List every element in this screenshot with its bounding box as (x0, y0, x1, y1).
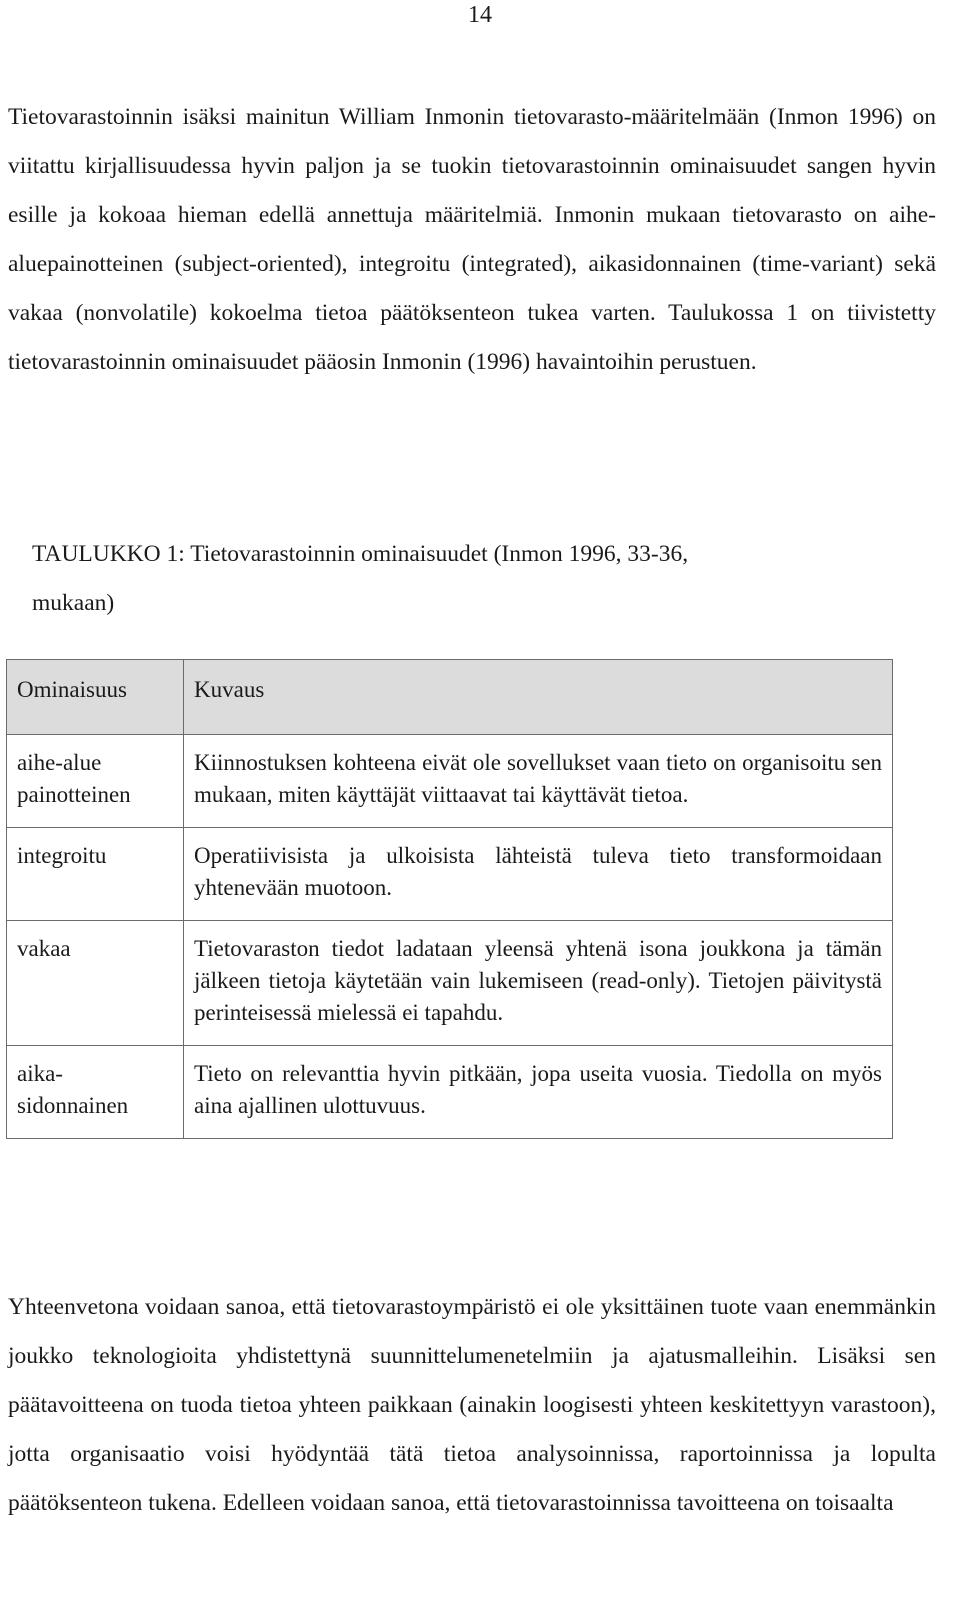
description-cell: Kiinnostuksen kohteena eivät ole sovellukset vaan tieto on organisoitu sen mukaan, miten käyttäjät viittaavat tai käyttävät tietoa. (184, 735, 893, 828)
table-row (7, 735, 893, 828)
page-number: 14 (468, 2, 492, 28)
table-row (7, 828, 893, 921)
description-cell: Tietovaraston tiedot ladataan yleensä yhtenä isona joukkona ja tämän jälkeen tietoja käytetään vain lukemiseen (read-only). Tietojen päivitystä perinteisessä mielessä ei tapahdu. (184, 921, 893, 1046)
property-cell: aihe-alue painotteinen (7, 735, 184, 828)
table-header-row (7, 660, 893, 735)
property-cell: vakaa (7, 921, 184, 1046)
table-row (7, 921, 893, 1046)
description-cell: Tieto on relevanttia hyvin pitkään, jopa useita vuosia. Tiedolla on myös aina ajallinen ulottuvuus. (184, 1046, 893, 1139)
header-description: Kuvaus (184, 660, 893, 735)
properties-table (6, 659, 893, 1139)
intro-paragraph: Tietovarastoinnin isäksi mainitun William Inmonin tietovarasto-määritelmään (Inmon 1996) on viitattu kirjallisuudessa hyvin paljon ja se tuokin tietovarastoinnin ominaisuudet sangen hyvin esille ja kokoaa hieman edellä annettuja määritelmiä. Inmonin mukaan tietovarasto on aihe-aluepainotteinen (subject-oriented), integroitu (integrated), aikasidonnainen (time-variant) sekä vakaa (nonvolatile) kokoelma tietoa päätöksenteon tukea varten. Taulukossa 1 on tiivistetty tietovarastoinnin ominaisuudet pääosin Inmonin (1996) havaintoihin perustuen. (8, 104, 936, 375)
property-cell: integroitu (7, 828, 184, 921)
property-cell: aika- sidonnainen (7, 1046, 184, 1139)
summary-paragraph: Yhteenvetona voidaan sanoa, että tietovarastoympäristö ei ole yksittäinen tuote vaan enemmänkin joukko teknologioita yhdistettynä suunnittelumenetelmiin ja ajatusmalleihin. Lisäksi sen päätavoitteena on tuoda tietoa yhteen paikkaan (ainakin loogisesti yhteen keskitettyyn varastoon), jotta organisaatio voisi hyödyntää tätä tietoa analysoinnissa, raportoinnissa ja lopulta päätöksenteon tukena. Edelleen voidaan sanoa, että tietovarastoinnissa tavoitteena on toisaalta (8, 1294, 936, 1516)
table-caption: TAULUKKO 1: Tietovarastoinnin ominaisuudet (Inmon 1996, 33-36, mukaan) (32, 541, 689, 616)
description-cell: Operatiivisista ja ulkoisista lähteistä tuleva tieto transformoidaan yhtenevään muotoon. (184, 828, 893, 921)
table-row (7, 1046, 893, 1139)
header-property: Ominaisuus (7, 660, 184, 735)
